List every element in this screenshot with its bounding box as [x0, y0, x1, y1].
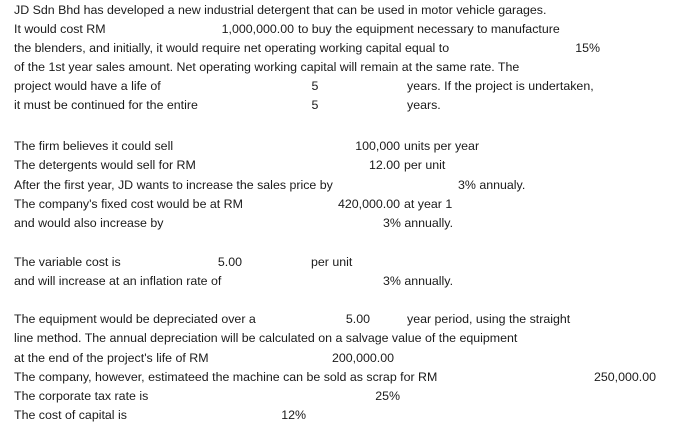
depreciation-years: 5.00: [345, 312, 370, 326]
fixed-increase-value: 3% annually.: [383, 216, 454, 230]
depreciation-tail: year period, using the straight: [407, 312, 571, 326]
depreciation-line-2: line method. The annual depreciation will be calculated on a salvage value of the equipment: [14, 331, 518, 345]
units-label: The firm believes it could sell: [14, 139, 174, 153]
continue-label: it must be continued for the entire: [14, 98, 198, 112]
inflation-label: and will increase at an inflation rate of: [14, 274, 222, 288]
price-increase-value: 3% annualy.: [458, 178, 526, 192]
fixed-cost-value: 420,000.00: [337, 197, 400, 211]
nowc-label: the blenders, and initially, it would require net operating working capital equal to: [14, 41, 450, 55]
salvage-value: 200,000.00: [332, 351, 395, 365]
project-life-label: project would have a life of: [14, 79, 161, 93]
scrap-label: The company, however, estimateed the machine can be sold as scrap for RM: [14, 370, 438, 384]
price-tail: per unit: [404, 158, 446, 172]
variable-cost-tail: per unit: [311, 255, 353, 269]
equipment-cost-tail: to buy the equipment necessary to manufacture: [298, 22, 560, 36]
cost-of-capital-value: 12%: [281, 408, 306, 422]
tax-value: 25%: [375, 389, 400, 403]
intro-line-1: JD Sdn Bhd has developed a new industrial detergent that can be used in motor vehicle garages.: [14, 3, 547, 17]
price-label: The detergents would sell for RM: [14, 158, 196, 172]
cost-of-capital-label: The cost of capital is: [14, 408, 127, 422]
variable-cost-label: The variable cost is: [14, 255, 121, 269]
fixed-cost-label: The company's fixed cost would be at RM: [14, 197, 243, 211]
scrap-value: 250,000.00: [593, 370, 656, 384]
nowc-percent: 15%: [575, 41, 600, 55]
equipment-cost-value: 1,000,000.00: [221, 22, 294, 36]
units-value: 100,000: [355, 139, 400, 153]
project-life-value: 5: [311, 79, 319, 93]
units-tail: units per year: [404, 139, 480, 153]
depreciation-label: The equipment would be depreciated over a: [14, 312, 256, 326]
salvage-label: at the end of the project's life of RM: [14, 351, 209, 365]
price-increase-label: After the first year, JD wants to increase the sales price by: [14, 178, 333, 192]
fixed-cost-tail: at year 1: [404, 197, 453, 211]
continue-value: 5: [311, 98, 319, 112]
fixed-increase-label: and would also increase by: [14, 216, 164, 230]
tax-label: The corporate tax rate is: [14, 389, 149, 403]
continue-tail: years.: [407, 98, 441, 112]
equipment-cost-label: It would cost RM: [14, 22, 106, 36]
price-value: 12.00: [368, 158, 400, 172]
inflation-value: 3% annually.: [383, 274, 454, 288]
project-life-tail: years. If the project is undertaken,: [407, 79, 594, 93]
variable-cost-value: 5.00: [217, 255, 242, 269]
intro-line-4: of the 1st year sales amount. Net operating working capital will remain at the same rate. The: [14, 60, 520, 74]
